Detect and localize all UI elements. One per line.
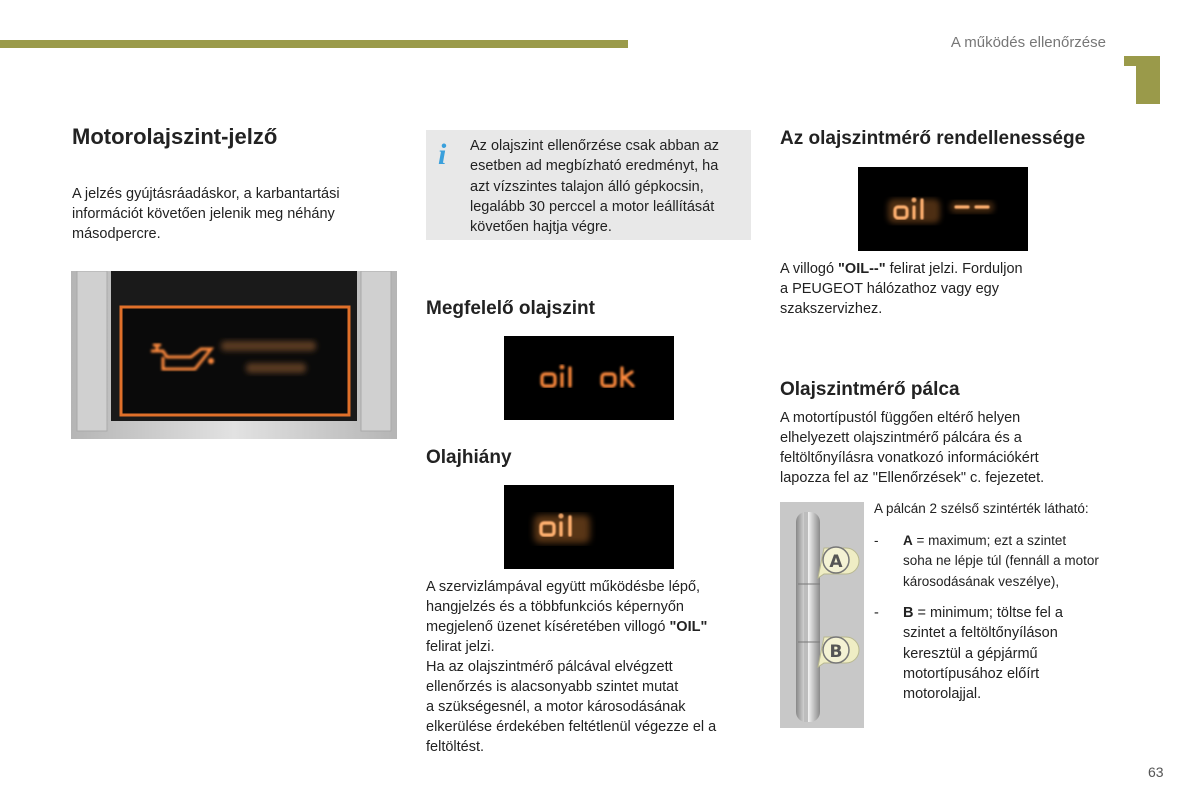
low-text-3 bbox=[426, 617, 707, 637]
info-line-4: legalább 30 perccel a motor leállítását bbox=[470, 198, 715, 215]
oil-fault-display bbox=[858, 167, 1028, 251]
low-text-3a: megjelenő üzenet kíséretében villogó bbox=[426, 619, 670, 635]
info-note bbox=[426, 130, 751, 240]
oil-dash-keyword: "OIL--" bbox=[838, 261, 886, 277]
item-b-line-4: motortípusához előírt bbox=[903, 665, 1040, 682]
item-b-line-2: szintet a feltöltőnyíláson bbox=[903, 625, 1058, 642]
low-text-6: ellenőrzés is alacsonyabb szintet mutat bbox=[426, 679, 679, 695]
info-line-5: követően hajtja végre. bbox=[470, 219, 612, 236]
low-text-7: a szükségesnél, a motor károsodásának bbox=[426, 699, 686, 715]
instrument-cluster-image bbox=[71, 271, 397, 439]
fault-heading: Az olajszintmérő rendellenessége bbox=[780, 128, 1086, 149]
item-a-line-2: soha ne lépje túl (fennáll a motor bbox=[903, 553, 1099, 569]
accent-bar bbox=[0, 40, 628, 48]
intro-line-1: A jelzés gyújtásráadáskor, a karbantartási bbox=[72, 186, 340, 202]
item-a-line-3: károsodásának veszélye), bbox=[903, 573, 1060, 589]
svg-text:B: B bbox=[829, 642, 843, 662]
ok-heading: Megfelelő olajszint bbox=[426, 298, 595, 319]
fault-text-1a: A villogó bbox=[780, 261, 839, 277]
low-heading: Olajhiány bbox=[426, 447, 512, 468]
oil-low-display bbox=[504, 485, 674, 569]
dip-text-1: A motortípustól függően eltérő helyen bbox=[780, 410, 1021, 426]
marker-a-icon bbox=[818, 547, 859, 578]
low-text-8: elkerülése érdekében feltétlenül végezze el a bbox=[426, 719, 717, 735]
page-number: 63 bbox=[1148, 764, 1164, 780]
fault-text-1c: felirat jelzi. Forduljon bbox=[885, 261, 1023, 277]
list-dash-b: - bbox=[874, 605, 879, 621]
low-text-9: feltöltést. bbox=[426, 739, 485, 755]
marker-b-icon bbox=[818, 637, 859, 667]
low-text-2: hangjelzés és a többfunkciós képernyőn bbox=[426, 599, 684, 615]
section-header: A működés ellenőrzése bbox=[950, 34, 1106, 51]
intro-line-3: másodpercre. bbox=[72, 226, 161, 242]
fault-text-2: a PEUGEOT hálózathoz vagy egy bbox=[780, 281, 999, 297]
item-a-line-1: = maximum; ezt a szintet bbox=[912, 533, 1067, 548]
oil-keyword: "OIL" bbox=[669, 619, 708, 635]
info-icon: i bbox=[438, 138, 447, 171]
low-text-5: Ha az olajszintmérő pálcával elvégzett bbox=[426, 659, 673, 675]
info-line-3: azt vízszintes talajon álló gépkocsin, bbox=[470, 178, 704, 195]
dip-text-4: lapozza fel az "Ellenőrzések" c. fejezetet. bbox=[780, 470, 1045, 486]
item-b-line-3: keresztül a gépjármű bbox=[903, 645, 1038, 662]
low-text-1: A szervizlámpával együtt működésbe lépő, bbox=[426, 579, 701, 595]
svg-text:A: A bbox=[829, 552, 843, 572]
dipstick-image bbox=[780, 502, 864, 728]
intro-line-2: információt követően jelenik meg néhány bbox=[72, 206, 335, 222]
info-line-1: Az olajszint ellenőrzése csak abban az bbox=[470, 138, 720, 154]
dip-intro: A pálcán 2 szélső szintérték látható: bbox=[874, 501, 1089, 516]
item-b-line-1: = minimum; töltse fel a bbox=[913, 605, 1063, 621]
chapter-number-1 bbox=[1136, 56, 1160, 104]
low-text-4: felirat jelzi. bbox=[426, 639, 495, 655]
dipstick-heading: Olajszintmérő pálca bbox=[780, 379, 960, 400]
fault-text-1 bbox=[780, 259, 1023, 279]
dip-text-3: feltöltőnyílásra vonatkozó információkért bbox=[780, 450, 1039, 466]
key-b: B bbox=[903, 605, 914, 621]
page-title: Motorolajszint-jelző bbox=[72, 124, 278, 149]
oil-ok-display bbox=[504, 336, 674, 420]
key-a: A bbox=[903, 533, 913, 548]
item-b-line-5: motorolajjal. bbox=[903, 686, 982, 703]
info-line-2: esetben ad megbízható eredményt, ha bbox=[470, 158, 719, 175]
list-dash-a: - bbox=[874, 533, 879, 548]
fault-text-3: szakszervizhez. bbox=[780, 301, 883, 317]
dip-text-2: elhelyezett olajszintmérő pálcára és a bbox=[780, 430, 1022, 446]
